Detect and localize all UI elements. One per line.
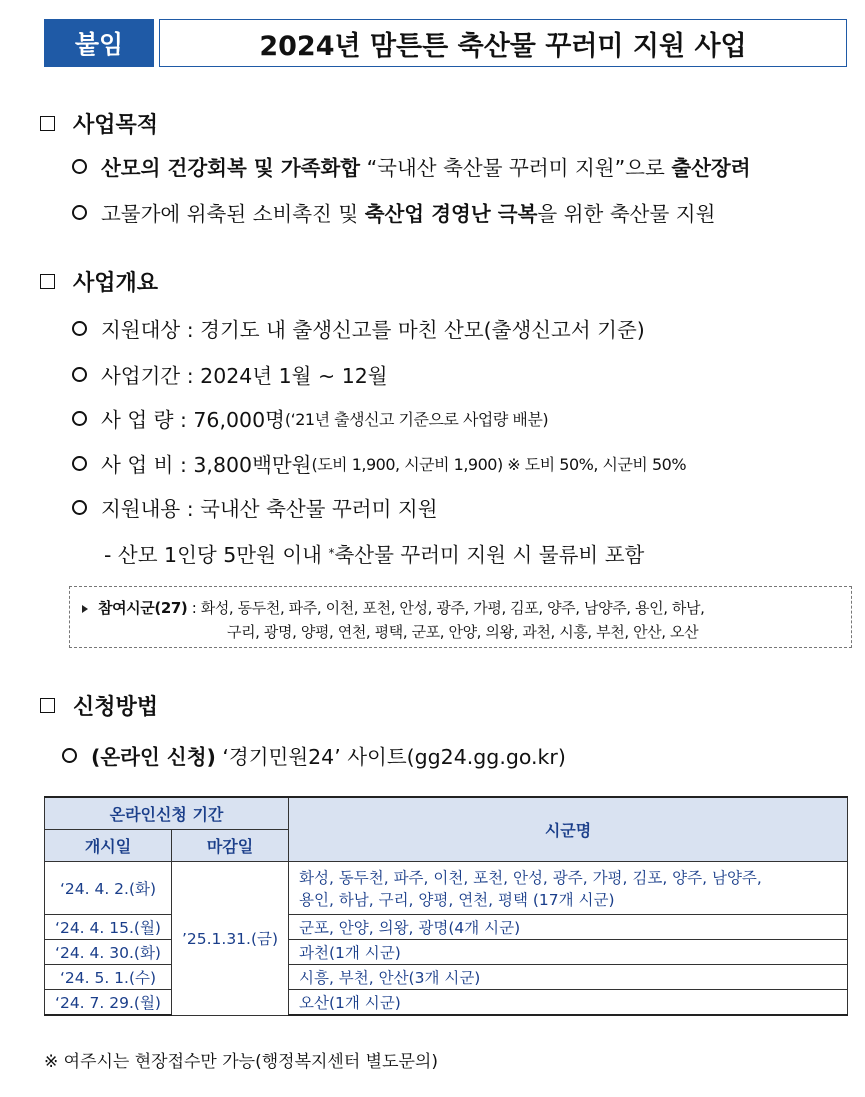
table-cell-city: 군포, 안양, 의왕, 광명(4개 시군) bbox=[289, 915, 848, 940]
circle-bullet-icon bbox=[72, 456, 87, 471]
text-bold: 출산장려 bbox=[671, 156, 751, 180]
table-cell-open: ‘24. 4. 2.(화) bbox=[45, 862, 172, 915]
table-cell-open: ‘24. 7. 29.(월) bbox=[45, 990, 172, 1016]
section-title: 사업개요 bbox=[73, 271, 159, 296]
city-line: 용인, 하남, 구리, 양평, 연천, 평택 (17개 시군) bbox=[299, 891, 615, 909]
text: “국내산 축산물 꾸러미 지원”으로 bbox=[360, 156, 672, 180]
table-cell-city: 과천(1개 시군) bbox=[289, 940, 848, 965]
section-title: 신청방법 bbox=[73, 695, 159, 720]
circle-bullet-icon bbox=[72, 367, 87, 382]
section-title: 사업목적 bbox=[73, 113, 159, 138]
circle-bullet-icon bbox=[72, 321, 87, 336]
footnote: ※ 여주시는 현장접수만 가능(행정복지센터 별도문의) bbox=[44, 1052, 438, 1072]
table-row bbox=[45, 940, 848, 965]
overview-target bbox=[72, 313, 645, 343]
text: 지원내용 : 국내산 축산물 꾸러미 지원 bbox=[101, 497, 438, 521]
overview-period bbox=[72, 359, 388, 389]
table-cell-city: 시흥, 부천, 안산(3개 시군) bbox=[289, 965, 848, 990]
schedule-table bbox=[44, 796, 848, 1016]
text-bold: 산모의 건강회복 및 가족화합 bbox=[101, 156, 361, 180]
table-header-open: 개시일 bbox=[45, 830, 172, 862]
table-cell-city bbox=[289, 862, 848, 915]
participating-cities-box bbox=[69, 586, 852, 648]
page-title: 2024년 맘튼튼 축산물 꾸러미 지원 사업 bbox=[159, 19, 847, 67]
attachment-badge: 붙임 bbox=[44, 19, 154, 67]
purpose-line-2 bbox=[72, 197, 715, 227]
table-row bbox=[45, 965, 848, 990]
purpose-line-1 bbox=[72, 151, 751, 181]
text: 지원대상 : 경기도 내 출생신고를 마친 산모(출생신고서 기준) bbox=[101, 318, 645, 342]
table-cell-open: ‘24. 4. 15.(월) bbox=[45, 915, 172, 940]
overview-amount bbox=[72, 403, 548, 433]
table-cell-open: ‘24. 5. 1.(수) bbox=[45, 965, 172, 990]
square-bullet-icon bbox=[40, 116, 55, 131]
text: 사 업 비 : 3,800백만원 bbox=[101, 453, 312, 477]
circle-bullet-icon bbox=[72, 411, 87, 426]
table-row bbox=[45, 862, 848, 915]
text: ‘경기민원24’ 사이트(gg24.gg.go.kr) bbox=[215, 745, 566, 769]
text-bold: 축산업 경영난 극복 bbox=[364, 202, 538, 226]
circle-bullet-icon bbox=[72, 205, 87, 220]
text: - 산모 1인당 5만원 이내 bbox=[104, 543, 329, 567]
square-bullet-icon bbox=[40, 274, 55, 289]
square-bullet-icon bbox=[40, 698, 55, 713]
city-line: 화성, 동두천, 파주, 이천, 포천, 안성, 광주, 가평, 김포, 양주, 남양주, bbox=[299, 869, 762, 887]
overview-sub bbox=[104, 538, 644, 568]
triangle-bullet-icon bbox=[82, 605, 88, 613]
apply-online bbox=[62, 740, 566, 770]
section-apply-heading bbox=[40, 690, 158, 721]
table-cell-close: ’25.1.31.(금) bbox=[172, 862, 289, 1016]
text: 축산물 꾸러미 지원 시 물류비 포함 bbox=[334, 543, 645, 567]
note-row-1 bbox=[82, 597, 704, 618]
circle-bullet-icon bbox=[72, 159, 87, 174]
asterisk: * bbox=[328, 546, 335, 560]
text-small: (도비 1,900, 시군비 1,900) ※ 도비 50%, 시군비 50% bbox=[311, 454, 687, 474]
text: 사업기간 : 2024년 1월 ~ 12월 bbox=[101, 364, 388, 388]
text-small: (‘21년 출생신고 기준으로 사업량 배분) bbox=[284, 409, 549, 429]
overview-content bbox=[72, 492, 438, 522]
table-row bbox=[45, 915, 848, 940]
table-header-close: 마감일 bbox=[172, 830, 289, 862]
text: 고물가에 위축된 소비촉진 및 bbox=[101, 202, 365, 226]
table-header-period: 온라인신청 기간 bbox=[45, 797, 289, 830]
note-label: 참여시군(27) bbox=[98, 599, 188, 617]
table-cell-open: ‘24. 4. 30.(화) bbox=[45, 940, 172, 965]
text: 을 위한 축산물 지원 bbox=[537, 202, 716, 226]
circle-bullet-icon bbox=[72, 500, 87, 515]
table-row bbox=[45, 990, 848, 1016]
note-row-2: 구리, 광명, 양평, 연천, 평택, 군포, 안양, 의왕, 과천, 시흥, 부천, 안산, 오산 bbox=[227, 623, 699, 641]
text-bold: (온라인 신청) bbox=[91, 745, 216, 769]
circle-bullet-icon bbox=[62, 748, 77, 763]
note-text: : 화성, 동두천, 파주, 이천, 포천, 안성, 광주, 가평, 김포, 양주, 남양주, 용인, 하남, bbox=[191, 599, 705, 617]
section-overview-heading bbox=[40, 266, 158, 297]
table-cell-city: 오산(1개 시군) bbox=[289, 990, 848, 1016]
text: 사 업 량 : 76,000명 bbox=[101, 408, 285, 432]
table-header-city: 시군명 bbox=[289, 797, 848, 862]
section-purpose-heading bbox=[40, 108, 158, 139]
overview-budget bbox=[72, 448, 686, 478]
